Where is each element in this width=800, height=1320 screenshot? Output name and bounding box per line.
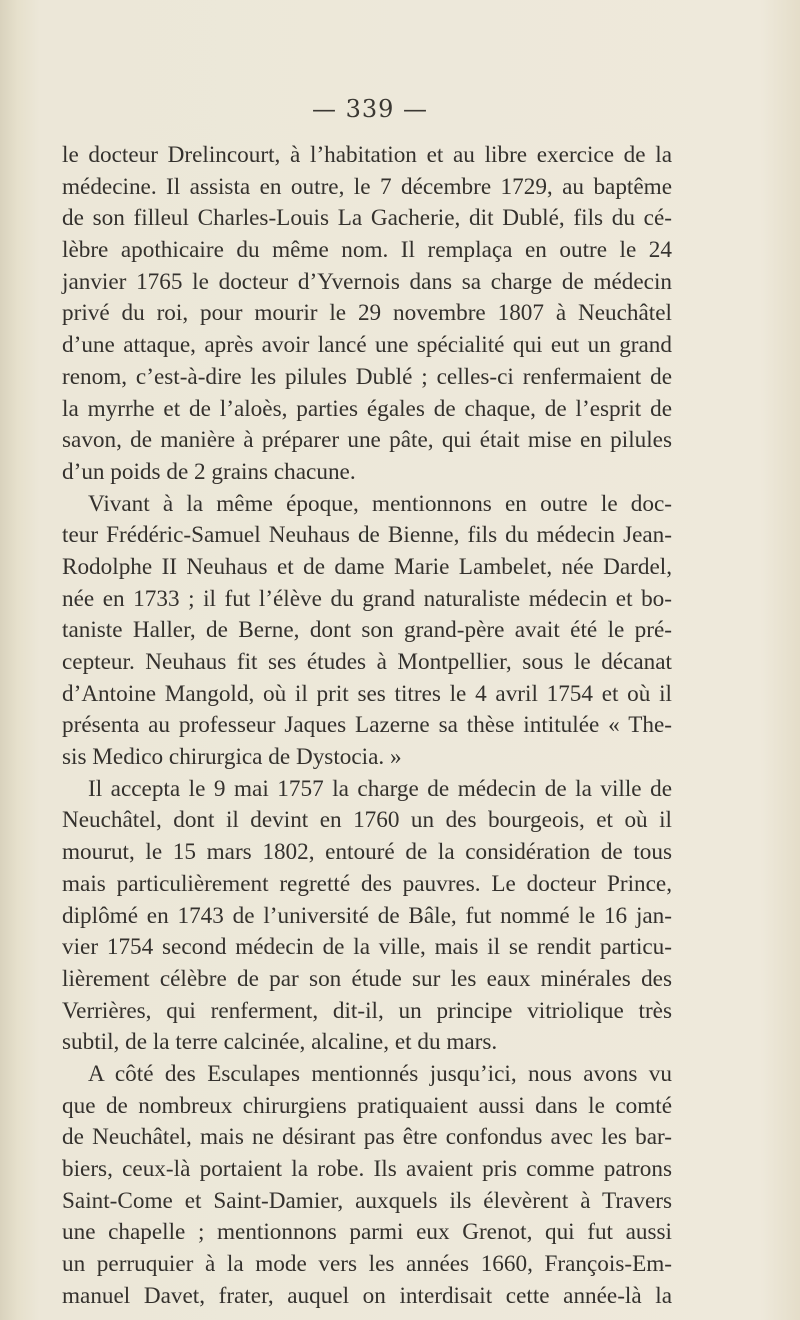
text-line: d’Antoine Mangold, où il prit ses titres le 4 avril 1754 et où il <box>62 680 672 707</box>
text-line: présenta au professeur Jaques Lazerne sa thèse intitulée « The- <box>62 712 672 739</box>
text-line: une chapelle ; mentionnons parmi eux Grenot, qui fut aussi <box>62 1219 672 1246</box>
text-line: renom, c’est-à-dire les pilules Dublé ; celles-ci renfermaient de <box>62 363 672 390</box>
text-line: A côté des Esculapes mentionnés jusqu’ici, nous avons vu <box>88 1060 672 1087</box>
text-line: subtil, de la terre calcinée, alcaline, et du mars. <box>62 1029 498 1056</box>
page-number: — 339 — <box>311 95 429 123</box>
text-line: lèbre apothicaire du même nom. Il remplaça en outre le 24 <box>62 237 672 264</box>
text-line: le docteur Drelincourt, à l’habitation et au libre exercice de la <box>62 142 672 168</box>
text-line: d’une attaque, après avoir lancé une spécialité qui eut un grand <box>62 332 672 359</box>
text-line: mourut, le 15 mars 1802, entouré de la considération de tous <box>62 839 672 866</box>
text-line: sis Medico chirurgica de Dystocia. » <box>62 744 402 771</box>
text-line: Verrières, qui renferment, dit-il, un principe vitriolique très <box>62 997 672 1024</box>
text-line: janvier 1765 le docteur d’Yvernois dans sa charge de médecin <box>62 268 672 295</box>
text-line: diplômé en 1743 de l’université de Bâle, fut nommé le 16 jan- <box>62 902 672 929</box>
text-line: que de nombreux chirurgiens pratiquaient aussi dans le comté <box>62 1092 672 1119</box>
text-line: mais particulièrement regretté des pauvres. Le docteur Prince, <box>62 870 672 897</box>
text-line: la myrrhe et de l’aloès, parties égales de chaque, de l’esprit de <box>62 395 672 422</box>
text-line: de Neuchâtel, mais ne désirant pas être confondus avec les bar- <box>62 1124 672 1151</box>
text-line: un perruquier à la mode vers les années 1660, François-Em- <box>62 1251 672 1278</box>
text-line: Rodolphe II Neuhaus et de dame Marie Lambelet, née Dardel, <box>62 553 672 580</box>
text-line: Saint-Come et Saint-Damier, auxquels ils élevèrent à Travers <box>62 1187 672 1214</box>
text-line: privé du roi, pour mourir le 29 novembre 1807 à Neuchâtel <box>62 300 672 327</box>
text-line: Neuchâtel, dont il devint en 1760 un des bourgeois, et où il <box>62 807 672 834</box>
text-line: née en 1733 ; il fut l’élève du grand naturaliste médecin et bo- <box>62 585 672 612</box>
text-line: Vivant à la même époque, mentionnons en outre le doc- <box>88 490 672 517</box>
text-line: biers, ceux-là portaient la robe. Ils avaient pris comme patrons <box>62 1156 672 1182</box>
text-line: savon, de manière à préparer une pâte, qui était mise en pilules <box>62 427 672 454</box>
body-text <box>62 140 672 1312</box>
text-line: cepteur. Neuhaus fit ses études à Montpellier, sous le décanat <box>62 649 672 675</box>
text-line: Il accepta le 9 mai 1757 la charge de médecin de la ville de <box>88 775 672 802</box>
text-line: vier 1754 second médecin de la ville, mais il se rendit particu- <box>62 934 672 961</box>
text-line: taniste Haller, de Berne, dont son grand-père avait été le pré- <box>62 617 672 644</box>
text-line: manuel Davet, frater, auquel on interdisait cette année-là la <box>62 1282 672 1309</box>
text-line: de son filleul Charles-Louis La Gacherie, dit Dublé, fils du cé- <box>62 205 672 232</box>
text-line: médecine. Il assista en outre, le 7 décembre 1729, au baptême <box>62 173 672 200</box>
text-line: lièrement célèbre de par son étude sur les eaux minérales des <box>62 965 672 992</box>
text-line: teur Frédéric-Samuel Neuhaus de Bienne, fils du médecin Jean- <box>62 522 672 549</box>
text-line: d’un poids de 2 grains chacune. <box>62 458 356 485</box>
